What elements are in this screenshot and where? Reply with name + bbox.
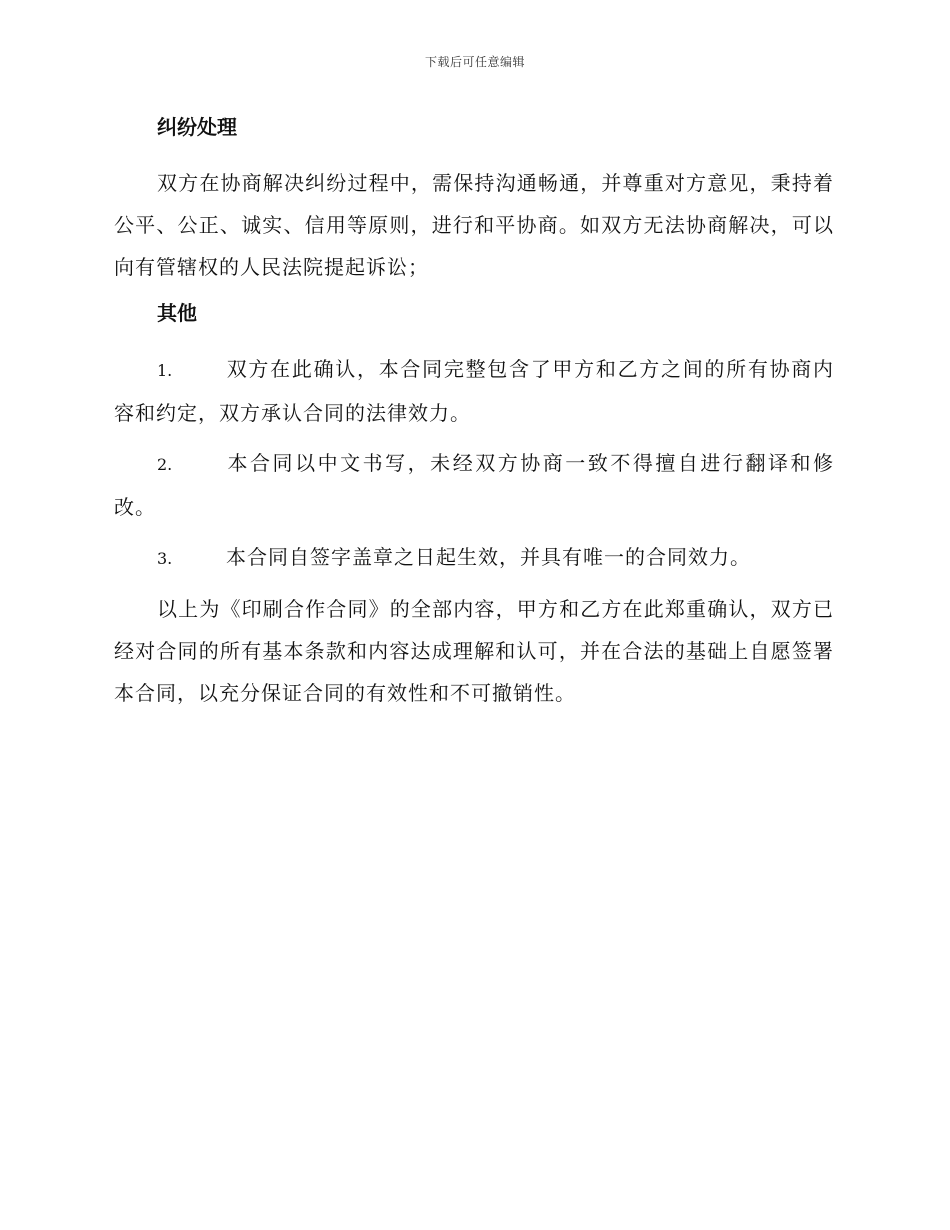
item-number: 1.	[157, 361, 173, 380]
item-text: 本合同以中文书写，未经双方协商一致不得擅自进行翻译和修改。	[114, 451, 834, 519]
section-heading-other: 其他	[157, 301, 197, 325]
item-text: 双方在此确认，本合同完整包含了甲方和乙方之间的所有协商内容和约定，双方承认合同的法律效力。	[114, 357, 834, 425]
item-number: 3.	[157, 549, 173, 568]
item-number: 2.	[157, 455, 173, 474]
other-item-1	[114, 348, 834, 434]
dispute-paragraph: 双方在协商解决纠纷过程中，需保持沟通畅通，并尊重对方意见，秉持着公平、公正、诚实、信用等原则，进行和平协商。如双方无法协商解决，可以向有管辖权的人民法院提起诉讼；	[114, 171, 834, 279]
closing-paragraph: 以上为《印刷合作合同》的全部内容，甲方和乙方在此郑重确认，双方已经对合同的所有基本条款和内容达成理解和认可，并在合法的基础上自愿签署本合同，以充分保证合同的有效性和不可撤销性。	[114, 597, 834, 705]
other-item-3	[114, 536, 834, 580]
page-header-note: 下载后可任意编辑	[424, 55, 525, 69]
document-body	[114, 110, 834, 722]
section-heading-dispute: 纠纷处理	[157, 115, 237, 139]
other-item-2	[114, 442, 834, 528]
item-text: 本合同自签字盖章之日起生效，并具有唯一的合同效力。	[226, 545, 751, 569]
